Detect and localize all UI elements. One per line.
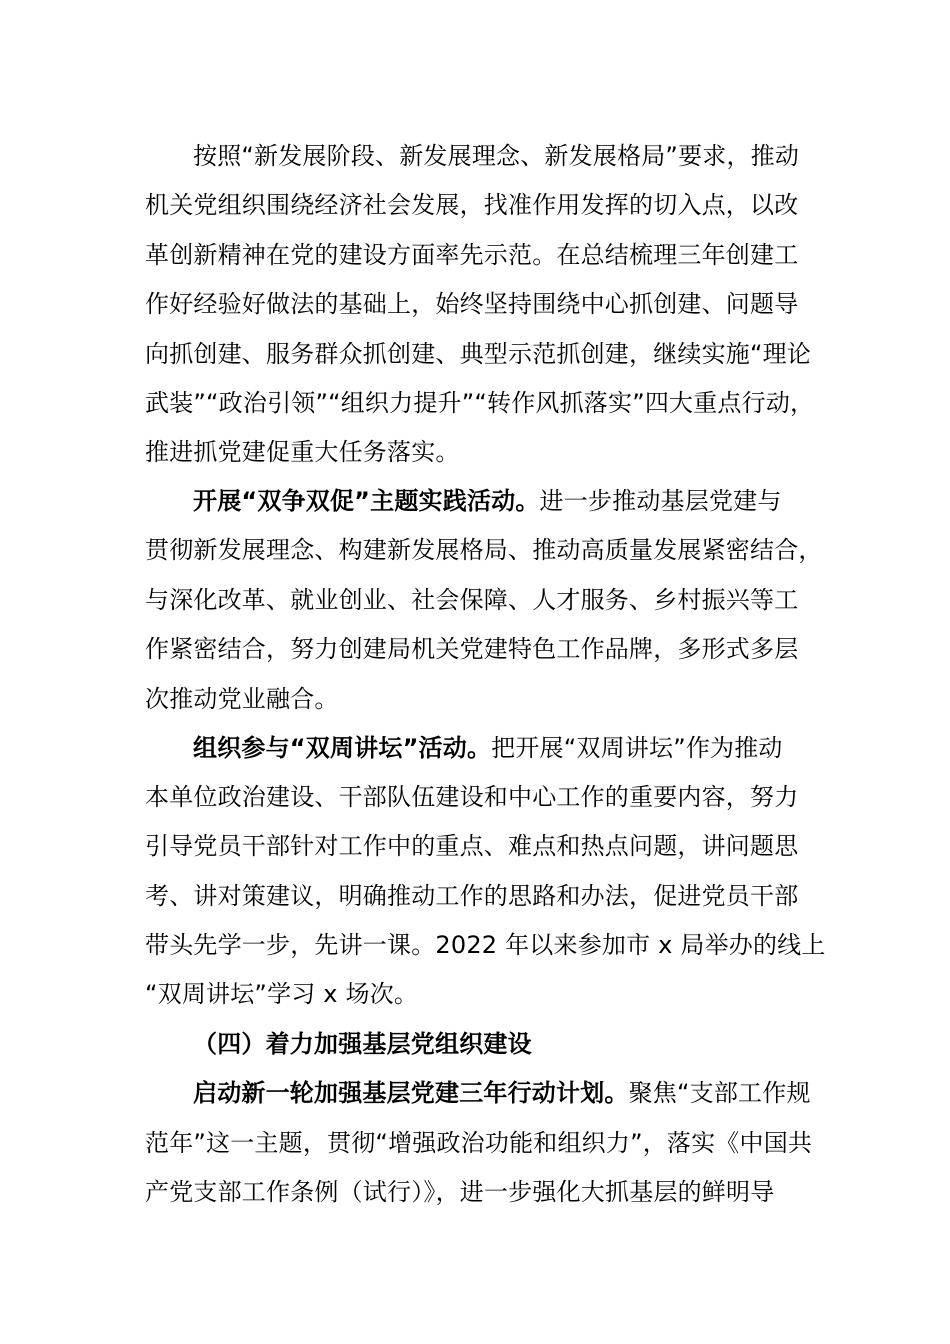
paragraph-3-first-rest: 把开展“双周讲坛”作为推动	[491, 734, 783, 762]
paragraph-2-line-3: 与深化改革、就业创业、社会保障、人才服务、乡村振兴等工	[145, 586, 799, 614]
paragraph-4-first-rest: 聚焦“支部工作规	[628, 1079, 811, 1107]
paragraph-3-line-5: 带头先学一步，先讲一课。2022 年以来参加市 x 局举办的线上	[145, 931, 826, 959]
paragraph-1-line-2: 机关党组织围绕经济社会发展，找准作用发挥的切入点，以改	[145, 191, 799, 219]
paragraph-4-line-1	[193, 1069, 811, 1118]
paragraph-1-line-5: 向抓创建、服务群众抓创建、典型示范抓创建，继续实施“理论	[145, 340, 812, 368]
paragraph-1-line-6: 武装”“政治引领”“组织力提升”“转作风抓落实”四大重点行动，	[145, 389, 815, 417]
paragraph-2-line-5: 次推动党业融合。	[145, 685, 339, 713]
paragraph-4-line-2: 范年”这一主题，贯彻“增强政治功能和组织力”，落实《中国共	[145, 1129, 813, 1157]
paragraph-2-line-2: 贯彻新发展理念、构建新发展格局、推动高质量发展紧密结合，	[145, 536, 823, 564]
section-heading: （四）着力加强基层党组织建设	[193, 1030, 532, 1058]
paragraph-2-line-4: 作紧密结合，努力创建局机关党建特色工作品牌，多形式多层	[145, 635, 799, 663]
paragraph-3-line-3: 引导党员干部针对工作中的重点、难点和热点问题，讲问题思	[145, 832, 799, 860]
paragraph-3-line-2: 本单位政治建设、干部队伍建设和中心工作的重要内容，努力	[145, 783, 799, 811]
paragraph-3-line-4: 考、讲对策建议，明确推动工作的思路和办法，促进党员干部	[145, 882, 799, 910]
paragraph-1-line-1: 按照“新发展阶段、新发展理念、新发展格局”要求，推动	[193, 142, 800, 170]
paragraph-3-line-6: “双周讲坛”学习 x 场次。	[145, 980, 419, 1008]
paragraph-3-line-1	[193, 724, 783, 773]
paragraph-2-lead: 开展“双争双促”主题实践活动。	[193, 487, 540, 515]
paragraph-3-lead: 组织参与“双周讲坛”活动。	[193, 734, 492, 762]
paragraph-4-line-3: 产党支部工作条例（试行）》，进一步强化大抓基层的鲜明导	[145, 1178, 775, 1206]
paragraph-1-line-3: 革创新精神在党的建设方面率先示范。在总结梳理三年创建工	[145, 241, 799, 269]
paragraph-1-line-4: 作好经验好做法的基础上，始终坚持围绕中心抓创建、问题导	[145, 290, 799, 318]
paragraph-2-first-rest: 进一步推动基层党建与	[539, 487, 782, 515]
paragraph-4-lead: 启动新一轮加强基层党建三年行动计划。	[193, 1079, 629, 1107]
paragraph-2-line-1	[193, 477, 782, 526]
paragraph-1-line-7: 推进抓党建促重大任务落实。	[145, 438, 460, 466]
